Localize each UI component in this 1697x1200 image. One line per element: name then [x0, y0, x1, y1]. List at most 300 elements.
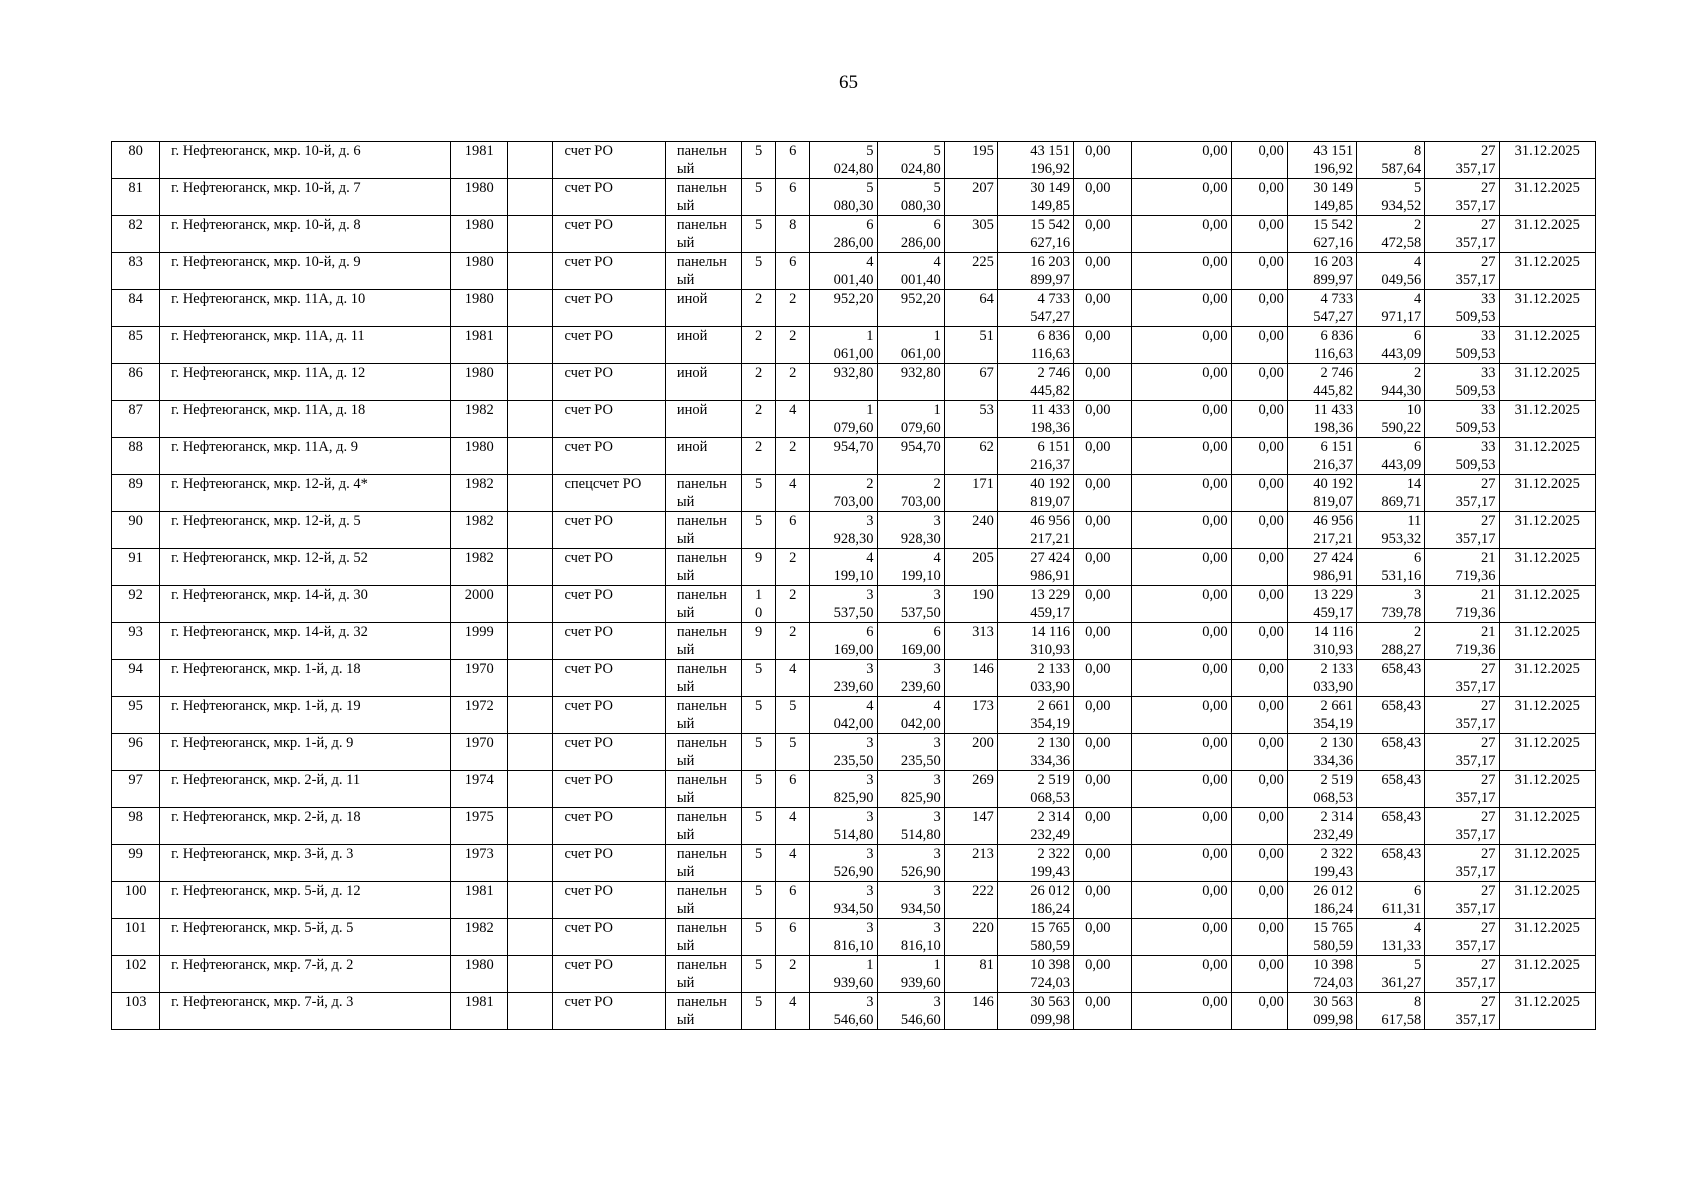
- address-cell: г. Нефтеюганск, мкр. 11А, д. 11: [160, 327, 451, 364]
- total-area-cell: 952,20: [810, 290, 877, 327]
- unit-cost-cell: 5 934,52: [1357, 179, 1425, 216]
- total-cost-cell: 6 151 216,37: [997, 438, 1073, 475]
- table-row: [112, 364, 1596, 401]
- empty-col-cell: [508, 734, 553, 771]
- owner-funds-cell: 4 733 547,27: [1287, 290, 1356, 327]
- wall-material-cell: панельн ый: [665, 993, 741, 1030]
- empty-col-cell: [508, 549, 553, 586]
- owner-funds-cell: 30 563 099,98: [1287, 993, 1356, 1030]
- deadline-cell: 31.12.2025: [1499, 216, 1595, 253]
- total-cost-cell: 43 151 196,92: [997, 142, 1073, 179]
- floors-cell: 5: [742, 253, 776, 290]
- empty-col-cell: [508, 438, 553, 475]
- floors-cell: 2: [742, 438, 776, 475]
- living-area-cell: 3 928,30: [877, 512, 944, 549]
- max-unit-cost-cell: 27 357,17: [1425, 253, 1499, 290]
- year-built-cell: 1980: [451, 290, 508, 327]
- year-built-cell: 1982: [451, 512, 508, 549]
- floors-cell: 5: [742, 697, 776, 734]
- wall-material-cell: иной: [665, 401, 741, 438]
- owner-funds-cell: 26 012 186,24: [1287, 882, 1356, 919]
- address-cell: г. Нефтеюганск, мкр. 1-й, д. 18: [160, 660, 451, 697]
- unit-cost-cell: 11 953,32: [1357, 512, 1425, 549]
- living-area-cell: 932,80: [877, 364, 944, 401]
- fund-method-cell: счет РО: [553, 179, 665, 216]
- max-unit-cost-cell: 27 357,17: [1425, 179, 1499, 216]
- living-area-cell: 3 514,80: [877, 808, 944, 845]
- row-number-cell: 90: [112, 512, 160, 549]
- floors-cell: 5: [742, 808, 776, 845]
- living-area-cell: 3 526,90: [877, 845, 944, 882]
- deadline-cell: 31.12.2025: [1499, 771, 1595, 808]
- address-cell: г. Нефтеюганск, мкр. 11А, д. 18: [160, 401, 451, 438]
- unit-cost-cell: 6 611,31: [1357, 882, 1425, 919]
- unit-cost-cell: 658,43: [1357, 771, 1425, 808]
- residents-cell: 81: [944, 956, 997, 993]
- year-built-cell: 2000: [451, 586, 508, 623]
- fund-method-cell: счет РО: [553, 660, 665, 697]
- unit-cost-cell: 658,43: [1357, 660, 1425, 697]
- year-built-cell: 1999: [451, 623, 508, 660]
- cost-local-cell: 0,00: [1231, 623, 1287, 660]
- max-unit-cost-cell: 27 357,17: [1425, 808, 1499, 845]
- owner-funds-cell: 16 203 899,97: [1287, 253, 1356, 290]
- entrances-cell: 6: [776, 919, 810, 956]
- wall-material-cell: панельн ый: [665, 734, 741, 771]
- address-cell: г. Нефтеюганск, мкр. 12-й, д. 52: [160, 549, 451, 586]
- floors-cell: 5: [742, 882, 776, 919]
- deadline-cell: 31.12.2025: [1499, 549, 1595, 586]
- max-unit-cost-cell: 33 509,53: [1425, 290, 1499, 327]
- residents-cell: 195: [944, 142, 997, 179]
- cost-fund-cell: 0,00: [1074, 142, 1132, 179]
- total-cost-cell: 30 563 099,98: [997, 993, 1073, 1030]
- living-area-cell: 954,70: [877, 438, 944, 475]
- entrances-cell: 2: [776, 290, 810, 327]
- total-area-cell: 3 235,50: [810, 734, 877, 771]
- year-built-cell: 1980: [451, 216, 508, 253]
- entrances-cell: 5: [776, 734, 810, 771]
- cost-local-cell: 0,00: [1231, 697, 1287, 734]
- cost-fund-cell: 0,00: [1074, 290, 1132, 327]
- cost-local-cell: 0,00: [1231, 808, 1287, 845]
- owner-funds-cell: 30 149 149,85: [1287, 179, 1356, 216]
- cost-fund-cell: 0,00: [1074, 438, 1132, 475]
- residents-cell: 313: [944, 623, 997, 660]
- residents-cell: 213: [944, 845, 997, 882]
- cost-local-cell: 0,00: [1231, 845, 1287, 882]
- unit-cost-cell: 8 617,58: [1357, 993, 1425, 1030]
- deadline-cell: 31.12.2025: [1499, 956, 1595, 993]
- entrances-cell: 6: [776, 771, 810, 808]
- wall-material-cell: панельн ый: [665, 216, 741, 253]
- floors-cell: 5: [742, 179, 776, 216]
- cost-local-cell: 0,00: [1231, 771, 1287, 808]
- max-unit-cost-cell: 27 357,17: [1425, 142, 1499, 179]
- max-unit-cost-cell: 33 509,53: [1425, 401, 1499, 438]
- cost-fund-cell: 0,00: [1074, 586, 1132, 623]
- table-row: [112, 253, 1596, 290]
- max-unit-cost-cell: 27 357,17: [1425, 734, 1499, 771]
- residents-cell: 146: [944, 993, 997, 1030]
- row-number-cell: 86: [112, 364, 160, 401]
- year-built-cell: 1974: [451, 771, 508, 808]
- row-number-cell: 92: [112, 586, 160, 623]
- wall-material-cell: панельн ый: [665, 956, 741, 993]
- unit-cost-cell: 6 531,16: [1357, 549, 1425, 586]
- floors-cell: 5: [742, 475, 776, 512]
- floors-cell: 2: [742, 364, 776, 401]
- cost-fund-cell: 0,00: [1074, 549, 1132, 586]
- cost-fund-cell: 0,00: [1074, 919, 1132, 956]
- total-cost-cell: 40 192 819,07: [997, 475, 1073, 512]
- cost-budget-cell: 0,00: [1132, 364, 1231, 401]
- cost-budget-cell: 0,00: [1132, 660, 1231, 697]
- empty-col-cell: [508, 623, 553, 660]
- address-cell: г. Нефтеюганск, мкр. 1-й, д. 19: [160, 697, 451, 734]
- cost-local-cell: 0,00: [1231, 401, 1287, 438]
- address-cell: г. Нефтеюганск, мкр. 11А, д. 12: [160, 364, 451, 401]
- total-area-cell: 5 024,80: [810, 142, 877, 179]
- table-row: [112, 438, 1596, 475]
- entrances-cell: 4: [776, 808, 810, 845]
- wall-material-cell: панельн ый: [665, 660, 741, 697]
- fund-method-cell: счет РО: [553, 438, 665, 475]
- row-number-cell: 95: [112, 697, 160, 734]
- living-area-cell: 4 001,40: [877, 253, 944, 290]
- page-number: 65: [839, 72, 858, 93]
- max-unit-cost-cell: 21 719,36: [1425, 623, 1499, 660]
- entrances-cell: 2: [776, 364, 810, 401]
- table-row: [112, 808, 1596, 845]
- total-cost-cell: 2 519 068,53: [997, 771, 1073, 808]
- owner-funds-cell: 2 519 068,53: [1287, 771, 1356, 808]
- cost-budget-cell: 0,00: [1132, 734, 1231, 771]
- owner-funds-cell: 15 765 580,59: [1287, 919, 1356, 956]
- entrances-cell: 4: [776, 845, 810, 882]
- cost-budget-cell: 0,00: [1132, 401, 1231, 438]
- total-cost-cell: 11 433 198,36: [997, 401, 1073, 438]
- address-cell: г. Нефтеюганск, мкр. 3-й, д. 3: [160, 845, 451, 882]
- living-area-cell: 952,20: [877, 290, 944, 327]
- total-area-cell: 954,70: [810, 438, 877, 475]
- cost-local-cell: 0,00: [1231, 327, 1287, 364]
- address-cell: г. Нефтеюганск, мкр. 10-й, д. 7: [160, 179, 451, 216]
- owner-funds-cell: 2 746 445,82: [1287, 364, 1356, 401]
- floors-cell: 5: [742, 216, 776, 253]
- total-area-cell: 6 286,00: [810, 216, 877, 253]
- living-area-cell: 3 816,10: [877, 919, 944, 956]
- table-row: [112, 401, 1596, 438]
- wall-material-cell: панельн ый: [665, 586, 741, 623]
- year-built-cell: 1981: [451, 142, 508, 179]
- fund-method-cell: счет РО: [553, 253, 665, 290]
- wall-material-cell: панельн ый: [665, 808, 741, 845]
- address-cell: г. Нефтеюганск, мкр. 14-й, д. 30: [160, 586, 451, 623]
- total-cost-cell: 6 836 116,63: [997, 327, 1073, 364]
- row-number-cell: 83: [112, 253, 160, 290]
- living-area-cell: 1 939,60: [877, 956, 944, 993]
- empty-col-cell: [508, 771, 553, 808]
- fund-method-cell: счет РО: [553, 697, 665, 734]
- empty-col-cell: [508, 179, 553, 216]
- wall-material-cell: панельн ый: [665, 142, 741, 179]
- entrances-cell: 6: [776, 142, 810, 179]
- row-number-cell: 94: [112, 660, 160, 697]
- fund-method-cell: счет РО: [553, 845, 665, 882]
- year-built-cell: 1980: [451, 956, 508, 993]
- floors-cell: 5: [742, 919, 776, 956]
- cost-budget-cell: 0,00: [1132, 993, 1231, 1030]
- cost-fund-cell: 0,00: [1074, 364, 1132, 401]
- deadline-cell: 31.12.2025: [1499, 253, 1595, 290]
- total-area-cell: 4 001,40: [810, 253, 877, 290]
- floors-cell: 5: [742, 512, 776, 549]
- entrances-cell: 6: [776, 882, 810, 919]
- entrances-cell: 2: [776, 956, 810, 993]
- entrances-cell: 6: [776, 179, 810, 216]
- empty-col-cell: [508, 956, 553, 993]
- cost-local-cell: 0,00: [1231, 142, 1287, 179]
- row-number-cell: 99: [112, 845, 160, 882]
- max-unit-cost-cell: 27 357,17: [1425, 956, 1499, 993]
- floors-cell: 5: [742, 993, 776, 1030]
- floors-cell: 9: [742, 623, 776, 660]
- wall-material-cell: панельн ый: [665, 512, 741, 549]
- housing-table: [111, 141, 1596, 1030]
- max-unit-cost-cell: 27 357,17: [1425, 919, 1499, 956]
- total-cost-cell: 13 229 459,17: [997, 586, 1073, 623]
- residents-cell: 269: [944, 771, 997, 808]
- cost-local-cell: 0,00: [1231, 512, 1287, 549]
- table-row: [112, 586, 1596, 623]
- total-cost-cell: 4 733 547,27: [997, 290, 1073, 327]
- residents-cell: 225: [944, 253, 997, 290]
- entrances-cell: 2: [776, 623, 810, 660]
- total-area-cell: 3 934,50: [810, 882, 877, 919]
- total-cost-cell: 46 956 217,21: [997, 512, 1073, 549]
- entrances-cell: 2: [776, 438, 810, 475]
- table-row: [112, 660, 1596, 697]
- cost-local-cell: 0,00: [1231, 438, 1287, 475]
- address-cell: г. Нефтеюганск, мкр. 10-й, д. 6: [160, 142, 451, 179]
- empty-col-cell: [508, 697, 553, 734]
- table-row: [112, 179, 1596, 216]
- address-cell: г. Нефтеюганск, мкр. 2-й, д. 18: [160, 808, 451, 845]
- total-area-cell: 4 199,10: [810, 549, 877, 586]
- deadline-cell: 31.12.2025: [1499, 438, 1595, 475]
- entrances-cell: 4: [776, 401, 810, 438]
- entrances-cell: 8: [776, 216, 810, 253]
- owner-funds-cell: 11 433 198,36: [1287, 401, 1356, 438]
- cost-local-cell: 0,00: [1231, 919, 1287, 956]
- max-unit-cost-cell: 21 719,36: [1425, 549, 1499, 586]
- total-area-cell: 932,80: [810, 364, 877, 401]
- wall-material-cell: панельн ый: [665, 623, 741, 660]
- living-area-cell: 6 169,00: [877, 623, 944, 660]
- entrances-cell: 5: [776, 697, 810, 734]
- owner-funds-cell: 6 151 216,37: [1287, 438, 1356, 475]
- cost-fund-cell: 0,00: [1074, 327, 1132, 364]
- wall-material-cell: иной: [665, 290, 741, 327]
- owner-funds-cell: 40 192 819,07: [1287, 475, 1356, 512]
- unit-cost-cell: 658,43: [1357, 697, 1425, 734]
- deadline-cell: 31.12.2025: [1499, 475, 1595, 512]
- total-cost-cell: 2 746 445,82: [997, 364, 1073, 401]
- unit-cost-cell: 6 443,09: [1357, 327, 1425, 364]
- deadline-cell: 31.12.2025: [1499, 993, 1595, 1030]
- fund-method-cell: счет РО: [553, 327, 665, 364]
- unit-cost-cell: 6 443,09: [1357, 438, 1425, 475]
- deadline-cell: 31.12.2025: [1499, 586, 1595, 623]
- max-unit-cost-cell: 27 357,17: [1425, 660, 1499, 697]
- owner-funds-cell: 6 836 116,63: [1287, 327, 1356, 364]
- row-number-cell: 91: [112, 549, 160, 586]
- row-number-cell: 89: [112, 475, 160, 512]
- address-cell: г. Нефтеюганск, мкр. 2-й, д. 11: [160, 771, 451, 808]
- floors-cell: 5: [742, 771, 776, 808]
- table-row: [112, 512, 1596, 549]
- cost-local-cell: 0,00: [1231, 475, 1287, 512]
- fund-method-cell: счет РО: [553, 401, 665, 438]
- address-cell: г. Нефтеюганск, мкр. 14-й, д. 32: [160, 623, 451, 660]
- fund-method-cell: счет РО: [553, 290, 665, 327]
- cost-budget-cell: 0,00: [1132, 919, 1231, 956]
- unit-cost-cell: 658,43: [1357, 734, 1425, 771]
- year-built-cell: 1975: [451, 808, 508, 845]
- owner-funds-cell: 2 322 199,43: [1287, 845, 1356, 882]
- address-cell: г. Нефтеюганск, мкр. 5-й, д. 5: [160, 919, 451, 956]
- owner-funds-cell: 13 229 459,17: [1287, 586, 1356, 623]
- entrances-cell: 6: [776, 512, 810, 549]
- total-cost-cell: 15 765 580,59: [997, 919, 1073, 956]
- residents-cell: 200: [944, 734, 997, 771]
- total-cost-cell: 26 012 186,24: [997, 882, 1073, 919]
- residents-cell: 67: [944, 364, 997, 401]
- owner-funds-cell: 43 151 196,92: [1287, 142, 1356, 179]
- unit-cost-cell: 4 131,33: [1357, 919, 1425, 956]
- max-unit-cost-cell: 33 509,53: [1425, 364, 1499, 401]
- entrances-cell: 4: [776, 475, 810, 512]
- residents-cell: 146: [944, 660, 997, 697]
- living-area-cell: 6 286,00: [877, 216, 944, 253]
- empty-col-cell: [508, 142, 553, 179]
- cost-budget-cell: 0,00: [1132, 290, 1231, 327]
- empty-col-cell: [508, 475, 553, 512]
- floors-cell: 9: [742, 549, 776, 586]
- row-number-cell: 100: [112, 882, 160, 919]
- total-cost-cell: 2 314 232,49: [997, 808, 1073, 845]
- fund-method-cell: счет РО: [553, 364, 665, 401]
- cost-fund-cell: 0,00: [1074, 216, 1132, 253]
- year-built-cell: 1981: [451, 993, 508, 1030]
- max-unit-cost-cell: 27 357,17: [1425, 845, 1499, 882]
- residents-cell: 171: [944, 475, 997, 512]
- floors-cell: 5: [742, 734, 776, 771]
- table-row: [112, 290, 1596, 327]
- deadline-cell: 31.12.2025: [1499, 919, 1595, 956]
- cost-local-cell: 0,00: [1231, 734, 1287, 771]
- cost-budget-cell: 0,00: [1132, 623, 1231, 660]
- deadline-cell: 31.12.2025: [1499, 401, 1595, 438]
- empty-col-cell: [508, 586, 553, 623]
- unit-cost-cell: 3 739,78: [1357, 586, 1425, 623]
- year-built-cell: 1982: [451, 549, 508, 586]
- total-area-cell: 1 079,60: [810, 401, 877, 438]
- empty-col-cell: [508, 401, 553, 438]
- deadline-cell: 31.12.2025: [1499, 697, 1595, 734]
- year-built-cell: 1970: [451, 734, 508, 771]
- cost-budget-cell: 0,00: [1132, 882, 1231, 919]
- cost-fund-cell: 0,00: [1074, 179, 1132, 216]
- total-area-cell: 3 537,50: [810, 586, 877, 623]
- unit-cost-cell: 8 587,64: [1357, 142, 1425, 179]
- table-row: [112, 956, 1596, 993]
- total-area-cell: 3 514,80: [810, 808, 877, 845]
- cost-local-cell: 0,00: [1231, 660, 1287, 697]
- cost-fund-cell: 0,00: [1074, 808, 1132, 845]
- floors-cell: 5: [742, 142, 776, 179]
- empty-col-cell: [508, 512, 553, 549]
- empty-col-cell: [508, 364, 553, 401]
- fund-method-cell: счет РО: [553, 808, 665, 845]
- total-area-cell: 1 939,60: [810, 956, 877, 993]
- cost-fund-cell: 0,00: [1074, 697, 1132, 734]
- residents-cell: 220: [944, 919, 997, 956]
- cost-local-cell: 0,00: [1231, 253, 1287, 290]
- living-area-cell: 4 199,10: [877, 549, 944, 586]
- cost-budget-cell: 0,00: [1132, 771, 1231, 808]
- unit-cost-cell: 2 944,30: [1357, 364, 1425, 401]
- wall-material-cell: панельн ый: [665, 697, 741, 734]
- address-cell: г. Нефтеюганск, мкр. 12-й, д. 5: [160, 512, 451, 549]
- row-number-cell: 84: [112, 290, 160, 327]
- year-built-cell: 1982: [451, 919, 508, 956]
- cost-budget-cell: 0,00: [1132, 697, 1231, 734]
- empty-col-cell: [508, 327, 553, 364]
- floors-cell: 5: [742, 956, 776, 993]
- wall-material-cell: панельн ый: [665, 253, 741, 290]
- cost-fund-cell: 0,00: [1074, 771, 1132, 808]
- total-cost-cell: 30 149 149,85: [997, 179, 1073, 216]
- cost-budget-cell: 0,00: [1132, 179, 1231, 216]
- wall-material-cell: панельн ый: [665, 549, 741, 586]
- table-row: [112, 882, 1596, 919]
- living-area-cell: 3 934,50: [877, 882, 944, 919]
- fund-method-cell: счет РО: [553, 216, 665, 253]
- cost-fund-cell: 0,00: [1074, 882, 1132, 919]
- fund-method-cell: счет РО: [553, 549, 665, 586]
- deadline-cell: 31.12.2025: [1499, 808, 1595, 845]
- residents-cell: 64: [944, 290, 997, 327]
- deadline-cell: 31.12.2025: [1499, 179, 1595, 216]
- year-built-cell: 1980: [451, 364, 508, 401]
- cost-fund-cell: 0,00: [1074, 623, 1132, 660]
- total-area-cell: 6 169,00: [810, 623, 877, 660]
- table-body: [112, 142, 1596, 1030]
- unit-cost-cell: 10 590,22: [1357, 401, 1425, 438]
- wall-material-cell: панельн ый: [665, 882, 741, 919]
- cost-budget-cell: 0,00: [1132, 808, 1231, 845]
- max-unit-cost-cell: 27 357,17: [1425, 216, 1499, 253]
- row-number-cell: 103: [112, 993, 160, 1030]
- deadline-cell: 31.12.2025: [1499, 660, 1595, 697]
- residents-cell: 205: [944, 549, 997, 586]
- floors-cell: 2: [742, 327, 776, 364]
- cost-fund-cell: 0,00: [1074, 993, 1132, 1030]
- total-area-cell: 5 080,30: [810, 179, 877, 216]
- total-area-cell: 3 816,10: [810, 919, 877, 956]
